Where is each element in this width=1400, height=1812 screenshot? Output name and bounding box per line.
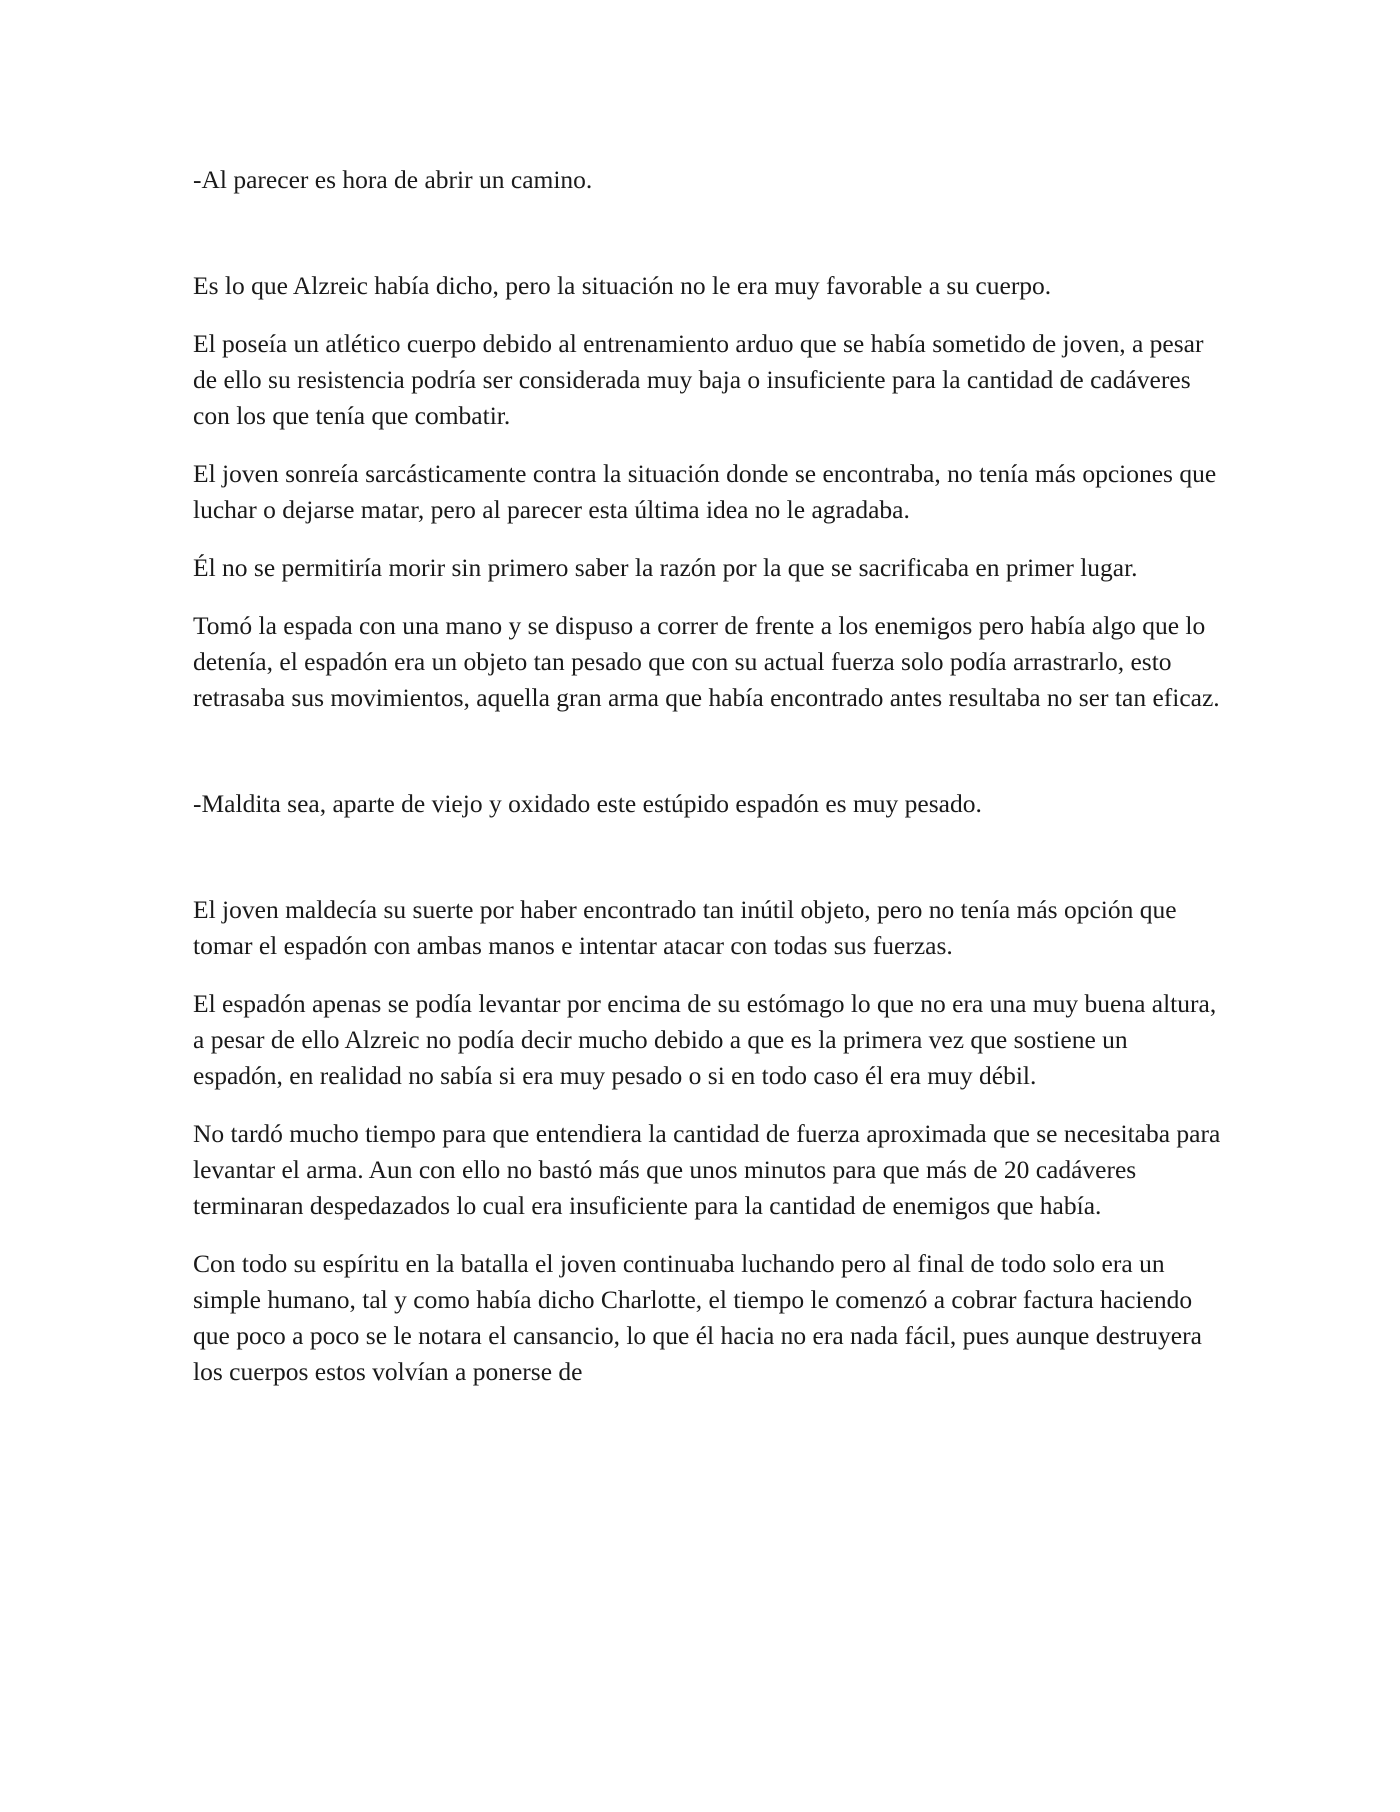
dialogue-paragraph-2: -Maldita sea, aparte de viejo y oxidado este estúpido espadón es muy pesado. <box>193 789 982 818</box>
paragraph-10: No tardó mucho tiempo para que entendiera la cantidad de fuerza aproximada que se necesitaba para levantar el arma. Aun con ello no bastó más que unos minutos para que más de 20 cadáveres terminaran despedazados lo cual era insuficiente para la cantidad de enemigos que había. <box>193 1119 1221 1220</box>
paragraph-3: El poseía un atlético cuerpo debido al entrenamiento arduo que se había sometido de joven, a pesar de ello su resistencia podría ser considerada muy baja o insuficiente para la cantidad de cadáveres con los que tenía que combatir. <box>193 329 1204 430</box>
dialogue-paragraph-1: -Al parecer es hora de abrir un camino. <box>193 165 593 194</box>
paragraph-6: Tomó la espada con una mano y se dispuso a correr de frente a los enemigos pero había algo que lo detenía, el espadón era un objeto tan pesado que con su actual fuerza solo podía arrastrarlo, esto retrasaba sus movimientos, aquella gran arma que había encontrado antes resultaba no ser tan eficaz. <box>193 611 1220 712</box>
paragraph-4: El joven sonreía sarcásticamente contra la situación donde se encontraba, no tenía más opciones que luchar o dejarse matar, pero al parecer esta última idea no le agradaba. <box>193 459 1217 524</box>
document-page <box>193 150 1223 1390</box>
paragraph-9: El espadón apenas se podía levantar por encima de su estómago lo que no era una muy buena altura, a pesar de ello Alzreic no podía decir mucho debido a que es la primera vez que sostiene un espadón, en realidad no sabía si era muy pesado o si en todo caso él era muy débil. <box>193 989 1217 1090</box>
paragraph-8: El joven maldecía su suerte por haber encontrado tan inútil objeto, pero no tenía más opción que tomar el espadón con ambas manos e intentar atacar con todas sus fuerzas. <box>193 895 1177 960</box>
paragraph-2: Es lo que Alzreic había dicho, pero la situación no le era muy favorable a su cuerpo. <box>193 271 1052 300</box>
paragraph-11: Con todo su espíritu en la batalla el joven continuaba luchando pero al final de todo solo era un simple humano, tal y como había dicho Charlotte, el tiempo le comenzó a cobrar factura haciendo que poco a poco se le notara el cansancio, lo que él hacia no era nada fácil, pues aunque destruyera los cuerpos estos volvían a ponerse de <box>193 1249 1202 1386</box>
paragraph-5: Él no se permitiría morir sin primero saber la razón por la que se sacrificaba en primer lugar. <box>193 553 1138 582</box>
